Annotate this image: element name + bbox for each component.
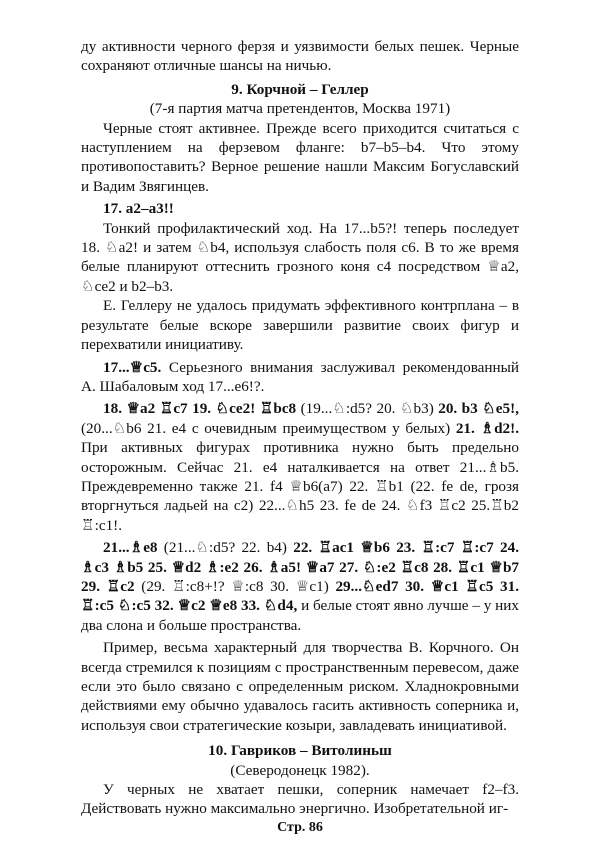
- move-17-black: 17...♕c5.: [103, 358, 162, 376]
- moves-22-29: 22. ♖ac1 ♕b6 23. ♖:c7 ♖:c7 24. ♗c3 ♗b5 25. ♕d2 ♗:e2 26. ♗a5! ♕a7 27. ♘:e2 ♖c8 28. ♖c1 ♕b7 29. ♖c2: [81, 539, 519, 595]
- move-21: 21. ♗d2!.: [455, 419, 519, 437]
- variation-20: (20...♘b6 21. e4 с очевидным преимуществом у белых): [81, 419, 456, 437]
- paragraph-8: У черных не хватает пешки, соперник намечает f2–f3. Действовать нужно максимально энергично. Изобретательной иг-: [81, 781, 519, 818]
- paragraph-7: Пример, весьма характерный для творчества В. Корчного. Он всегда стремился к позициям с пространственным перевесом, даже если это было связано с определенным риском. Хладнокровными действиями ему обычно удавалось гасить активность соперника и, используя свои стратегические козыри, завладевать инициативой.: [81, 639, 519, 734]
- variation-21: (21...♘:d5? 22. b4): [157, 539, 294, 557]
- game-9-title: 9. Корчной – Геллер: [231, 80, 369, 98]
- move-17: 17. a2–a3!!: [103, 200, 174, 218]
- paragraph-5-text: При активных фигурах противника нужно быть предельно осторожным. Сейчас 21. e4 наталкивается на ответ 21...♗b5. Преждевременно также 21. f4 ♕b6(a7) 22. ♖b1 (22. fe de, грозя вторгнуться ладьей на c2) 22...♘h5 23. fe de 24. ♘f3 ♖c2 25.♖b2 ♖:c1!.: [81, 439, 519, 534]
- page-body: [81, 37, 519, 819]
- variation-29: (29. ♖:c8+!? ♕:c8 30. ♕c1): [134, 577, 336, 595]
- paragraph-continuation: ду активности черного ферзя и уязвимости белых пешек. Черные сохраняют отличные шансы на ничью.: [81, 38, 519, 75]
- paragraph-3: Е. Геллеру не удалось придумать эффективного контрплана – в результате белые вскоре завершили развитие своих фигур и перехватили инициативу.: [81, 297, 519, 354]
- page-number: Стр. 86: [277, 820, 323, 835]
- game-9-subtitle: (7-я партия матча претендентов, Москва 1971): [149, 100, 451, 118]
- move-20: 20. b3 ♘e5!,: [438, 400, 519, 418]
- paragraph-2: Тонкий профилактический ход. На 17...b5?! теперь последует 18. ♘a2! и затем ♘b4, используя слабость поля c6. В то же время белые планируют оттеснить грозного коня c4 посредством ♕a2, ♘ce2 и b2–b3.: [81, 219, 519, 295]
- variation-19: (19...♘:d5? 20. ♘b3): [296, 400, 439, 418]
- moves-29-33: 29...♘ed7 30. ♕c1 ♖c5 31. ♖:c5 ♘:c5 32. ♕c2 ♕e8 33. ♘d4,: [81, 577, 519, 615]
- moves-18-19: 18. ♕a2 ♖c7 19. ♘ce2! ♖bc8: [103, 400, 297, 418]
- paragraph-4: [81, 358, 519, 397]
- game-10-subtitle: (Северодонецк 1982).: [230, 761, 370, 779]
- paragraph-6-text: и белые стоят явно лучше – у них два слона и больше пространства.: [81, 597, 520, 634]
- paragraph-4-text: Серьезного внимания заслуживал рекомендованный А. Шабаловым ход 17...e6!?.: [81, 358, 519, 395]
- paragraph-5: [81, 399, 519, 535]
- game-10-title: 10. Гавриков – Витолиньш: [208, 742, 392, 760]
- paragraph-6: [81, 538, 519, 635]
- paragraph-1: Черные стоят активнее. Прежде всего приходится считаться с наступлением на ферзевом фланге: b7–b5–b4. Что этому противопоставить? Верное решение нашли Максим Богуславский и Вадим Звягинцев.: [81, 119, 519, 195]
- move-21-black: 21...♗e8: [103, 539, 158, 557]
